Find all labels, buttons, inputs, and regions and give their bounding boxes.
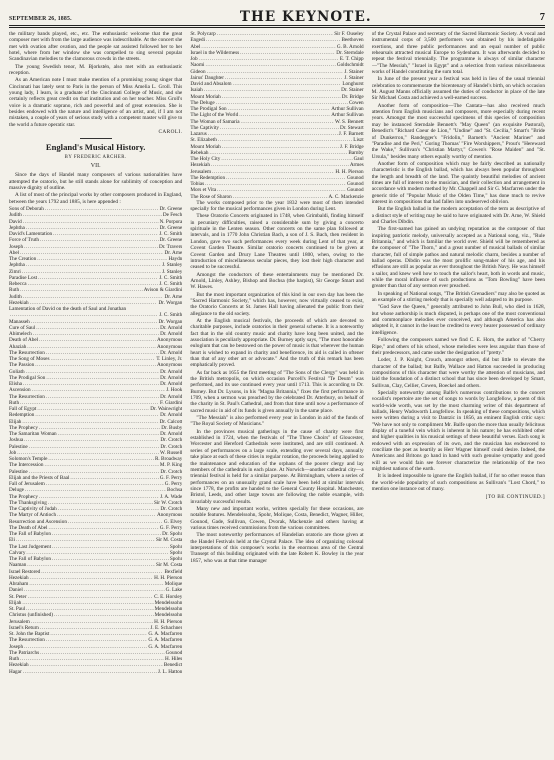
oratorio-title: Jerusalem: [9, 618, 30, 625]
oratorio-title: The Resurrection: [9, 637, 45, 644]
oratorio-composer: Dr. Stewart: [340, 124, 364, 131]
oratorio-title: The Death of Abel: [9, 524, 48, 531]
oratorio-title: Judith: [9, 293, 22, 300]
oratorio-title: The Samaritan Woman: [9, 431, 57, 438]
paragraph: Amongst the conductors of these entertainments may be mentioned Dr. Arnold, Linley, Ashley, Bishop and Bochsa (the harpist), Sir George Smart and W. Hawes.: [190, 271, 364, 291]
oratorio-title: The Prophecy: [9, 493, 38, 500]
oratorio-composer: G. Perry: [164, 481, 183, 488]
oratorio-title: Deluge: [9, 487, 24, 494]
oratorio-title: Christus (unfinished): [9, 612, 53, 619]
oratorio-title: St. John the Baptist: [9, 631, 50, 638]
oratorio-composer: Dr. Crotch: [160, 437, 183, 444]
oratorio-composer: J. E. Schachner: [150, 624, 183, 631]
oratorio-title: Mount Moriah: [190, 143, 221, 150]
oratorio-composer: Dr. Arnold: [160, 349, 183, 356]
oratorio-composer: Haydn: [168, 256, 183, 263]
paragraph: Another form of composition—The Cantata—has also received much attention from English musicians and composers, more especially during recent years. Amongst the most successful specimens of this species of composition may be instanced Sterndale Bennett's "May Queen" (an exquisite Pastoral), Benedict's "Richard Coeur de Lion," "Undine" and "St. Cecilia," Smart's "Bride of Dunkerron," Randegger's "Fridolin," Barnett's "Ancient Mariner" and "Paradise and the Peri," Goring Thomas' "Fire Worshippers," Prout's "Hereward the Wake," Sullivan's "Christian Martyr," Cowen's "Rose Maiden" and "St. Ursula," besides many others equally worthy of mention.: [371, 102, 545, 160]
oratorio-composer: H. H. Pierson: [154, 574, 183, 581]
oratorio-composer: Gaul: [353, 156, 364, 162]
oratorio-composer: Anonymous: [156, 337, 183, 344]
paragraph: Another form of composition which may be fairly described as nationally characteristic is the English ballad, which has always been popular throughout the length and breadth of the land. The quaintly beautiful melodies of ancient times are full of interest to the musician, and their collection and arrangement in accordance with modern method by Mr. Chappell and Sir G. Macfarren under the generic title of "Popular Music of the Olden Time," has done much to revive interest in compositions that had fallen into undeserved oblivion.: [371, 160, 545, 205]
oratorio-composer: G. Elvey: [163, 518, 183, 525]
oratorio-composer: Dr. Arnold: [160, 381, 183, 388]
oratorio-entry: [9, 669, 182, 675]
oratorio-composer: G. B. Arnold: [336, 43, 364, 50]
issue-date: SEPTEMBER 26, 1885.: [9, 16, 72, 22]
oratorio-title: Isaiah: [190, 87, 203, 94]
oratorio-composer: Bexfield: [164, 568, 183, 575]
oratorio-title: The Song of Moses: [9, 356, 50, 363]
oratorio-composer: Dr. Calcott: [159, 418, 183, 425]
oratorio-composer: Dr. Arnold: [160, 431, 183, 438]
oratorio-composer: Spohr: [169, 543, 183, 550]
article-byline: BY FREDERIC ARCHER.: [64, 155, 127, 161]
oratorio-composer: J. C. Smith: [159, 274, 183, 281]
oratorio-title: Elisha: [9, 381, 22, 388]
oratorio-title: Ruth: [9, 399, 20, 406]
oratorio-composer: Longhurst: [342, 81, 364, 87]
oratorio-composer: Dr. Stainer: [341, 87, 364, 94]
oratorio-composer: H. H. Pierson: [335, 168, 364, 175]
oratorio-composer: Sir M. Costa: [155, 537, 183, 544]
oratorio-title: Abel: [9, 249, 20, 256]
oratorio-composer: Beethoven: [341, 37, 364, 44]
oratorio-title: Hezekiah: [190, 162, 210, 169]
oratorio-title: Ascension: [9, 387, 31, 394]
oratorio-title: The Fall of Babylon: [9, 531, 51, 538]
article-body: [190, 200, 363, 564]
oratorio-title: The Resurrection: [9, 349, 45, 356]
oratorio-composer: J. F. Barnett: [338, 131, 364, 137]
oratorio-list: [9, 206, 182, 675]
oratorio-composer: Mendelssohn: [154, 599, 183, 606]
oratorio-title: Lazarus: [190, 131, 207, 137]
paragraph: of the Crystal Palace and secretary of the Sacred Harmonic Society. A vocal and instrumental corps of 3,500 performers was obtained by his indefatigable exertions, and three public performances and an equal number of public rehearsals attracted musical Europe to Sydenham. It was afterwards decided to repeat the festival triennially. The programme is always of similar character—"The Messiah," "Israel in Egypt" and a selection from various miscellaneous works of Handel constituting the sum total.: [371, 31, 545, 76]
oratorio-composer: Dr. Arne: [164, 293, 183, 300]
paragraph: A list of most of the principal works by other composers produced in England, between the years 1792 and 1885, is here appended :: [9, 192, 183, 205]
oratorio-title: Jerusalem: [190, 168, 212, 175]
oratorio-composer: Mendelssohn: [154, 612, 183, 619]
oratorio-title: Elijah and the Priests of Baal: [9, 474, 70, 481]
oratorio-composer: J. L. Hatton: [157, 668, 183, 675]
oratorio-title: Joshua: [9, 437, 24, 444]
oratorio-title: Fall of Jerusalem: [9, 481, 45, 488]
oratorio-composer: Spohr: [169, 549, 183, 556]
oratorio-composer: Goldschmidt: [336, 62, 364, 69]
article-intro: [9, 172, 182, 205]
oratorio-composer: J. Stainer: [344, 74, 364, 81]
oratorio-composer: Dr. Arnold: [160, 374, 183, 381]
oratorio-title: Hezekiah: [9, 662, 29, 669]
oratorio-title: Tobias: [190, 181, 205, 187]
oratorio-composer: Arthur Sullivan: [331, 106, 364, 112]
oratorio-composer: G. A. Macfarren: [148, 631, 183, 638]
oratorio-composer: G. Lake: [165, 587, 183, 594]
oratorio-composer: F. Giardini: [159, 399, 183, 406]
oratorio-title: David's Lamentation: [9, 231, 53, 238]
oratorio-composer: Dr. Arne: [164, 249, 183, 256]
paragraph: In speaking of National songs, "The British Grenadiers" may also be quoted as an example of a stirring melody that is specially well adapted to its purpose.: [371, 290, 545, 304]
oratorio-title: The Resurrection: [9, 393, 45, 400]
oratorio-composer: Dr. Greene: [159, 237, 183, 244]
masthead-rule: [9, 27, 545, 28]
oratorio-entry: [190, 194, 363, 200]
column-2: [190, 31, 363, 758]
oratorio-title: Elijah: [9, 418, 22, 425]
oratorio-title: The Last Judgement: [9, 543, 52, 550]
publication-title: THE KEYNOTE.: [239, 9, 372, 25]
oratorio-title: Goliath: [9, 368, 25, 375]
oratorio-composer: W. Russell: [160, 449, 183, 456]
oratorio-composer: Armes: [349, 162, 364, 169]
oratorio-title: Lamentation of David on the death of Saul and Jonathan: [9, 306, 127, 313]
oratorio-title: The Patriarchs: [9, 649, 40, 656]
oratorio-title: Ruth: [9, 656, 20, 663]
column-3: [372, 31, 545, 758]
paragraph: Many new and important works, written specially for these occasions, are notable features. Mendelssohn, Spohr, Molique, Costa, Benedict, Wagner, Hiller, Gounod, Gade, Sullivan, Cowen, Dvorak, Mackenzie and others having at various times received commissions from the various committees.: [190, 505, 364, 531]
paragraph: As far back as 1655 the first meeting of "The Sons of the Clergy" was held in the British metropolis, on which occasion Purcell's Festival "Te Deum" was performed, and its use continued every year until 1713. This is according to Dr. Burney. But Dr. Lysons, in his "Magna Britannia," fixes the first performance in 1709, when a sermon was preached by the celebrated Dr. Atterbury, on behalf of the charity in St. Paul's Cathedral, and from that time until now a performance of sacred music in aid of its funds is given annually in the same place.: [190, 369, 364, 414]
oratorio-composer: Dr. Worgan: [158, 299, 183, 306]
oratorio-list-continued: [190, 31, 363, 200]
oratorio-composer: Dr. Crotch: [160, 468, 183, 475]
oratorio-title: The Passion: [9, 362, 35, 369]
oratorio-title: Rebekah: [190, 149, 209, 156]
oratorio-title: Jephtha: [9, 262, 25, 269]
oratorio-composer: Dr. Bridge: [341, 93, 364, 100]
oratorio-title: Israel Restored: [9, 568, 41, 575]
oratorio-composer: Gounod: [346, 187, 364, 194]
article-divider: [80, 138, 112, 139]
oratorio-title: Cure of Saul: [9, 324, 36, 331]
oratorio-composer: Dr. Greene: [159, 206, 183, 213]
oratorio-title: David: [9, 218, 22, 225]
oratorio-title: St. Polycarp: [190, 31, 216, 37]
oratorio-title: Abel: [190, 43, 201, 50]
oratorio-composer: J. C. Smith: [159, 231, 183, 238]
oratorio-title: The Captivity of Judah: [9, 506, 57, 513]
section-number: VII.: [90, 163, 101, 170]
oratorio-composer: Sir F. Ouseley: [334, 31, 364, 37]
oratorio-composer: J. F. Bridge: [339, 143, 364, 150]
oratorio-composer: Spohr: [169, 556, 183, 563]
oratorio-title: The Holy City: [190, 156, 221, 162]
oratorio-title: Engedi: [190, 37, 206, 44]
oratorio-title: Eli: [9, 537, 16, 544]
paragraph: At the English musical festivals, the proceeds of which are devoted to charitable purposes, include oratorios in their general scheme. It is a noteworthy fact that in the old country music and charity have long been united, and the association is peculiarly appropriate. Dr. Burney aptly says, "The most honorable eulogium that can be bestowed on the power of music is that wherever the human heart is wished to expand in charity and beneficence, its aid is called in oftener than that of any other art or advocate." And the truth of this remark has been emphatically proved.: [190, 317, 364, 369]
oratorio-title: The Prodigal Son: [190, 106, 227, 112]
oratorio-title: Hagar: [9, 668, 22, 675]
author-signature: CAROLI.: [158, 129, 183, 136]
leader-dots: [233, 194, 328, 200]
oratorio-title: Israel's Return: [9, 624, 39, 631]
oratorio-composer: Dr. Travers: [158, 243, 183, 250]
oratorio-title: Daniel: [9, 587, 23, 594]
oratorio-composer: H. H. Pierson: [154, 618, 183, 625]
oratorio-composer: Barnby: [348, 149, 364, 156]
paragraph: As an American note I must make mention of a promising young singer that Cincinnati has lately sent to Paris in the person of Miss Amelia L. Groll. This young lady, I learn, is a graduate of the Cincinnati College of Music, and she certainly reflects great credit on that institution and on her teacher. Miss Groll's voice is a dramatic soprano, rich and powerful and of great extension. She is besides endowed with the nature and intelligence of an artist, and, if I am not mistaken, a couple of years of serious study with a competent master will give to the world a future operatic star.: [9, 77, 183, 128]
paragraph: The works composed prior to the year 1832 were most of them intended specially for the musical performances given in London during Lent.: [190, 199, 364, 213]
oratorio-title: The Light of the World: [190, 112, 239, 119]
oratorio-composer: J. A. Wade: [160, 493, 183, 500]
oratorio-title: Jephtha: [9, 224, 25, 231]
oratorio-title: Redemption: [9, 412, 35, 419]
oratorio-composer: Dr. Wainwright: [150, 406, 183, 413]
continued-note: [TO BE CONTINUED.]: [485, 494, 545, 501]
paragraph: In June of the present year a festival was held in lieu of the usual triennial celebration to commemorate the bicentenary of Handel's birth, on which occasion M. August Manns officially assumed the duties of conductor in place of the late Sir Michael Costa and achieved a well-earned success.: [371, 76, 545, 102]
paragraph: These Oratorio Concerts originated in 1748, when Grimbaldi, finding himself in pecuniary difficulties, raised a considerable sum by giving a concerto spirituale in the Lenten season. Other concerts on the same plan followed at intervals, and in 1770 John Christian Bach, a son of J. S. Bach, then resident in London, gave two such performances every week during Lent of that year, at Covent Garden Theatre. Similar oratorio concerts continued to be given at Covent Garden and Drury Lane Theatres until 1800, when, owing to the introduction of miscellaneous secular pieces, they lost their high character and ceased to be successful.: [190, 213, 364, 271]
paragraph: "God Save the Queen," generally attributed to John Bull, who died in 1628, but whose authorship is much disputed, is perhaps one of the most conventional and commonplace melodies ever conceived, and although America has also adopted it, it cannot in the least be credited to every hearer possessed of ordinary intelligence.: [371, 304, 545, 336]
oratorio-title: Ahaziah: [9, 343, 27, 350]
oratorio-composer: Sir M. Costa: [155, 562, 183, 569]
oratorio-composer: A. C. Mackenzie: [328, 193, 364, 200]
paragraph: "The Messiah" is also performed every year in London in aid of the funds of "The Royal Society of Musicians.": [190, 415, 364, 428]
oratorio-title: Mount Moriah: [190, 93, 221, 100]
oratorio-title: Hezekiah: [9, 574, 29, 581]
oratorio-title: Abimelech: [9, 331, 32, 338]
oratorio-composer: G. A. Macfarren: [148, 637, 183, 644]
oratorio-title: The Woman of Samaria: [190, 118, 240, 125]
oratorio-title: The Redemption: [190, 174, 226, 181]
oratorio-composer: Dr. Arnold: [160, 393, 183, 400]
oratorio-title: Joseph: [9, 643, 24, 650]
oratorio-composer: Dr. Crotch: [160, 443, 183, 450]
oratorio-title: Joseph: [9, 243, 24, 250]
article-title: England's Musical History.: [45, 142, 146, 153]
oratorio-composer: De Fesch: [162, 212, 183, 219]
oratorio-title: Paradise Lost: [9, 274, 38, 281]
paragraph: The young Swedish tenor, M. Bjorkstén, also met with an enthusiastic reception.: [9, 63, 183, 77]
oratorio-title: Jairus' Daughter: [190, 74, 224, 81]
oratorio-composer: Gounod: [346, 174, 364, 181]
oratorio-title: The Prodigal Son: [9, 374, 46, 381]
paragraph: In the provinces musical gatherings in the cause of charity were first established in 1724, when the festivals of "The Three Choirs" of Gloucester, Worcester and Hereford Cathedrals were instituted, and are still continued. A series of performances on a large scale, extending over several days, annually take place at each of these cities in regular rotation, the proceeds being applied to the maintenance and education of the orphans of the poorer clergy and lay members of the cathedrals in each place. At Norwich—another cathedral city—a triennial festival is held for a similar purpose. At Birmingham, where a series of performances on an unusually grand scale have been held at similar intervals since 1778, the profits are handed to the General County Hospital. Manchester, Bristol, Leeds, and other large towns are following the noble example, with invariably successful results.: [190, 428, 364, 505]
oratorio-composer: R. Broadway: [154, 456, 183, 463]
oratorio-title: Naomi: [190, 62, 205, 69]
paragraph: the military bands played, etc., etc. The enthusiastic welcome that the great composer met with from the large audience was indescribable. At the concert she met with ovation after ovation, and the people sat assisted followed her to her hotel, where from her window she was compelled to sing several popular Scandinavian melodies to the clamorous crowds in the streets.: [9, 31, 183, 63]
oratorio-composer: W. S. Bennett: [335, 118, 364, 125]
oratorio-composer: J. Stainer: [344, 68, 364, 75]
paragraph: Loder, J. P. Knight, Crouch, amongst others, did but little to elevate the character of the ballad; but Balfe, Wallace and Hatton succeeded in producing compositions of this character that were worthy the attention of musicians, and laid the foundation of a distinct school that has since been developed by Smart, Sullivan, Clay, Cellier, Cowen, Boeckel and others.: [371, 357, 545, 389]
oratorio-title: The Thanksgiving: [9, 499, 47, 506]
oratorio-title: David and Absalom: [190, 81, 232, 87]
oratorio-title: Zimri: [9, 268, 21, 275]
oratorio-composer: N. Porpora: [159, 218, 183, 225]
oratorio-title: The Intercession: [9, 462, 44, 469]
oratorio-title: Abraham: [9, 581, 29, 588]
oratorio-title: Fall of Egypt: [9, 406, 37, 413]
oratorio-title: Gideon: [190, 68, 206, 75]
oratorio-composer: Sir W. Crotch: [153, 499, 183, 506]
paragraph: The first-named has gained an undying reputation as the composer of that inspiring patriotic melody, universally accepted as a National song, viz., "Rule Britannia," and which is familiar the world over. Shield will be remembered as the composer of "The Thorn," and a great number of musical ballads of similar character, full of simple pathos and natural melodic charm, besides a number of ballad operas. Dibdin was the most prolific song-maker of his age, and his effusions are still as popular as ever throughout the British Navy. He was himself a sailor, and knew well how to touch the sailor's heart, both in words and music, while the moral influence of such productions as "Tom Bowling" have been greater than that of any sermon ever preached.: [371, 226, 545, 290]
oratorio-title: Ruth: [9, 287, 20, 294]
oratorio-composer: H. Hiles: [165, 656, 183, 663]
oratorio-title: Palestine: [9, 468, 28, 475]
oratorio-title: Judith: [9, 212, 22, 219]
oratorio-composer: Anonymous: [156, 512, 183, 519]
oratorio-title: St. Elizabeth: [190, 137, 217, 144]
oratorio-composer: M. P. King: [159, 462, 183, 469]
oratorio-composer: Benedict: [163, 662, 183, 669]
oratorio-title: Force of Truth: [9, 237, 39, 244]
oratorio-composer: J. Stanley: [162, 262, 183, 269]
paragraph: It is indeed impossible to ignore the English ballad, if for no other reason than the world-wide popularity of such compositions as Sullivan's "Lost Chord," to mention one instance out of many.: [371, 473, 545, 493]
oratorio-title: Calvary: [9, 549, 26, 556]
oratorio-title: Hezekiah: [9, 299, 29, 306]
oratorio-composer: Dr. Arnold: [160, 412, 183, 419]
oratorio-composer: Gounod: [346, 181, 364, 187]
oratorio-title: Solomon's Temple: [9, 456, 48, 463]
oratorio-title: Job: [9, 449, 17, 456]
oratorio-title: Job: [190, 56, 198, 62]
columns: [9, 31, 545, 758]
column-1: [9, 31, 182, 758]
oratorio-title: The Captivity: [190, 124, 219, 131]
oratorio-title: Palestine: [9, 443, 28, 450]
oratorio-composer: Gounod: [165, 649, 183, 656]
oratorio-composer: Liszt: [353, 137, 364, 144]
oratorio-composer: C. E. Horsley: [154, 593, 183, 600]
oratorio-title: The Prophecy: [9, 424, 38, 431]
oratorio-composer: Dr. Arnold: [160, 331, 183, 338]
oratorio-title: Elijah: [9, 599, 22, 606]
page-number: 7: [539, 12, 545, 23]
leader-dots: [23, 669, 157, 675]
paragraph: The most noteworthy performances of Handelian oratorio are those given at the Handel Festivals held at the Crystal Palace. The idea of organizing colossal interpretations of this composer's works in the enormous area of the Central Transept of this building originated with the late Robert K. Bowley in the year 1857, who was at that time manager: [190, 532, 364, 564]
oratorio-composer: Dr. Sterndale: [336, 49, 364, 56]
oratorio-title: Israel in the Wilderness: [190, 49, 240, 56]
oratorio-composer: J. Stanley: [162, 268, 183, 275]
oratorio-composer: Anonymous: [156, 362, 183, 369]
oratorio-composer: E. T. Chipp: [339, 56, 364, 62]
article-body-continued: [372, 31, 545, 492]
oratorio-title: The Rose of Sharon: [190, 193, 232, 200]
oratorio-composer: J. C. Smith: [159, 281, 183, 288]
oratorio-composer: J. C. Smith: [159, 312, 183, 319]
paragraph: Specially noteworthy among Balfe's numerous contributions to the concert vocalist's repertoire are the set of songs to words by Longfellow, a poem of this world-wide worth, was set by the most charming writer of this department of ballads, Henry Wadsworth Longfellow. In speaking of these compositions, which were written during a visit to Dantzic in 1856, an eminent English critic says: "We have not only to compliment Mr. Balfe upon the more than usually felicitous display of a tuneful vein which is inherent in his nature; he has exhibited other and higher qualities in his musical settings of these beautiful verses. Each song is endowed with an expression of its own, and the musician has endeavored to conciliate the poet as heartily as Herr Wagner himself could desire. Indeed, the Americans and Britons go hand in hand with such genuine sympathy and good will as we would fain see forever characterize the relationship of the two mightiest nations of the earth.: [371, 389, 545, 473]
oratorio-composer: Dr. Arnold: [160, 324, 183, 331]
oratorio-composer: G. A. Macfarren: [148, 643, 183, 650]
oratorio-composer: Dr. Spohr: [162, 531, 183, 538]
oratorio-composer: Arthur Sullivan: [331, 112, 364, 119]
oratorio-composer: Bochsa: [167, 487, 183, 494]
oratorio-title: St. Paul: [9, 606, 26, 613]
oratorio-title: Mors et Vita: [190, 187, 217, 194]
masthead: [9, 3, 545, 26]
oratorio-composer: J. Hook: [166, 387, 183, 394]
paragraph: But the most important organization of this kind in our own day has been the "Sacred Harmonic Society," which has, however, now virtually ceased to exist, the Oratorio Concerts at St. James Hall having alienated the public from their allegiance to the old society.: [190, 291, 364, 317]
oratorio-title: The Martyr of Antioch: [9, 512, 57, 519]
oratorio-title: Naaman: [9, 562, 27, 569]
oratorio-title: Manasseh: [9, 318, 30, 325]
oratorio-composer: Anonymous: [156, 343, 183, 350]
article-continuation: [9, 31, 182, 128]
oratorio-composer: T. Linley, Jr.: [156, 356, 183, 363]
oratorio-composer: Cowen: [348, 99, 364, 106]
oratorio-composer: Avison & Giardini: [143, 287, 183, 294]
oratorio-title: The Creation: [9, 256, 37, 263]
oratorio-title: Death of Abel: [9, 337, 39, 344]
oratorio-composer: Dr. Worgan: [158, 318, 183, 325]
oratorio-composer: Dr. Greene: [159, 224, 183, 231]
paragraph: But the English ballad in the modern acceptation of the term as descriptive of a distinct style of writing may be said to have originated with Dr. Arne, W. Shield and Charles Dibdin.: [371, 206, 545, 225]
oratorio-composer: Dr. Busby: [161, 424, 183, 431]
oratorio-composer: Mendelssohn: [154, 606, 183, 613]
oratorio-title: The Fall of Babylon: [9, 556, 51, 563]
paragraph: Following the composers named we find C. E. Horn, the author of "Cherry Ripe," and others of his school, whose melodies were less angular than those of their predecessors, and came under the designation of "pretty.": [371, 337, 545, 356]
oratorio-composer: G. F. Perry: [159, 524, 183, 531]
oratorio-title: Resurrection and Ascension: [9, 518, 67, 525]
oratorio-title: Rebecca: [9, 281, 27, 288]
oratorio-composer: Dr. Crotch: [160, 506, 183, 513]
paragraph: Since the days of Handel many composers of various nationalities have attempted the oratorio, but he still stands alone for sublimity of conception and massive dignity of outline.: [9, 172, 183, 192]
oratorio-title: The Deluge: [190, 99, 215, 106]
oratorio-title: Sons of Deborah: [9, 206, 44, 213]
oratorio-composer: Molique: [164, 581, 183, 588]
oratorio-composer: Dr. Arnold: [160, 368, 183, 375]
oratorio-composer: G. F. Perry: [159, 474, 183, 481]
oratorio-title: St. Peter: [9, 593, 27, 600]
